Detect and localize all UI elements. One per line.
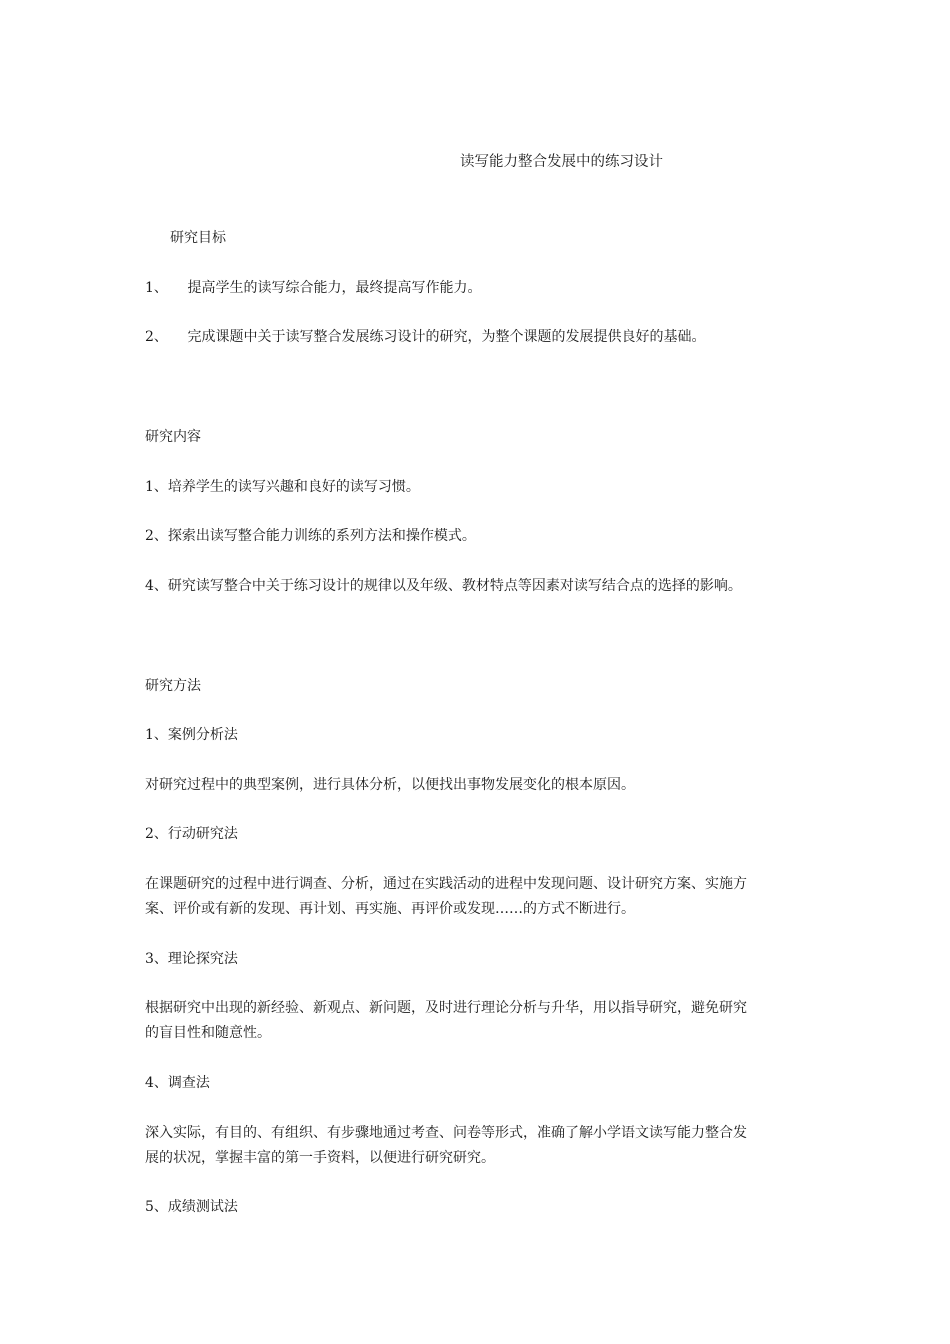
goal-item-2-number: 2、: [145, 329, 168, 345]
method-2-description-line1: 在课题研究的过程中进行调查、分析，通过在实践活动的进程中发现问题、设计研究方案、实施方: [145, 876, 747, 892]
method-4-description-line1: 深入实际，有目的、有组织、有步骤地通过考查、问卷等形式，准确了解小学语文读写能力整合发: [145, 1125, 747, 1141]
method-3-description-line2: 的盲目性和随意性。: [145, 1025, 271, 1041]
methods-heading: 研究方法: [145, 678, 201, 694]
goal-item-1-number: 1、: [145, 280, 168, 296]
method-1-title: 1、案例分析法: [145, 727, 238, 743]
method-4-title: 4、调查法: [145, 1075, 210, 1091]
goal-item-2-text: 完成课题中关于读写整合发展练习设计的研究，为整个课题的发展提供良好的基础。: [187, 329, 706, 345]
content-item-2: 2、探索出读写整合能力训练的系列方法和操作模式。: [145, 528, 476, 544]
method-3-title: 3、理论探究法: [145, 951, 238, 967]
method-1-description: 对研究过程中的典型案例，进行具体分析，以便找出事物发展变化的根本原因。: [145, 777, 635, 793]
method-2-description-line2: 案、评价或有新的发现、再计划、再实施、再评价或发现……的方式不断进行。: [145, 901, 635, 917]
content-item-1: 1、培养学生的读写兴趣和良好的读写习惯。: [145, 479, 420, 495]
goals-heading: 研究目标: [170, 230, 226, 246]
goal-item-1: [145, 276, 810, 300]
goal-item-1-text: 提高学生的读写综合能力，最终提高写作能力。: [187, 280, 482, 296]
method-3-description-line1: 根据研究中出现的新经验、新观点、新问题，及时进行理论分析与升华，用以指导研究，避免研究: [145, 1000, 747, 1016]
method-4-description-line2: 展的状况，掌握丰富的第一手资料，以便进行研究研究。: [145, 1150, 495, 1166]
content-item-4: 4、研究读写整合中关于练习设计的规律以及年级、教材特点等因素对读写结合点的选择的影响。: [145, 578, 742, 594]
method-5-title: 5、成绩测试法: [145, 1199, 238, 1215]
document-title: 读写能力整合发展中的练习设计: [460, 154, 663, 170]
content-heading: 研究内容: [145, 429, 201, 445]
method-2-title: 2、行动研究法: [145, 826, 238, 842]
goal-item-2: [145, 325, 810, 349]
